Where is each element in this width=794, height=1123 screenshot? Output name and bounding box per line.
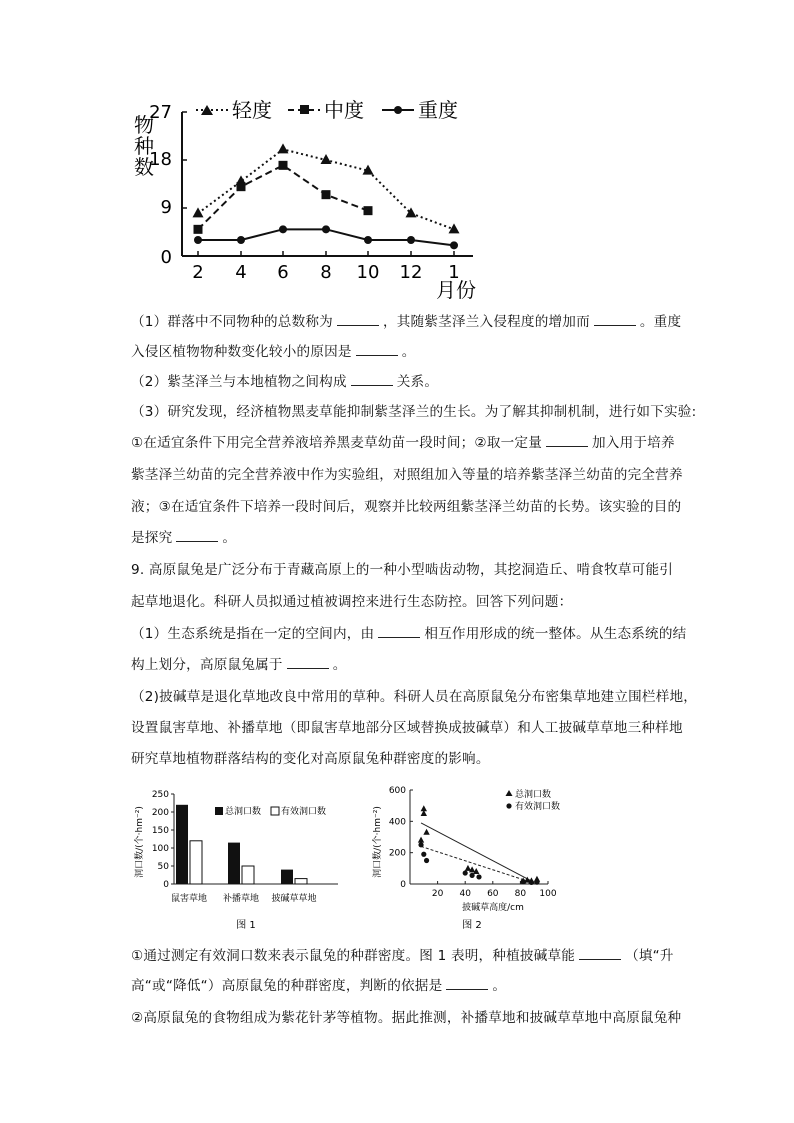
c1-ylabel-2: 种 <box>134 134 154 158</box>
f2-point-valid <box>463 870 468 875</box>
text-line: 入侵区植物物种数变化较小的原因是 。 <box>131 344 416 360</box>
f1-ytick-label: 50 <box>157 862 169 872</box>
text-line: （2)披碱草是退化草地改良中常用的草种。科研人员在高原鼠兔分布密集草地建立围栏样地， <box>131 689 698 705</box>
f2-point-total <box>418 837 424 843</box>
c1-point-medium <box>364 206 373 215</box>
f1-ylabel: 洞口数/(个·hm⁻²) <box>135 806 145 878</box>
c1-legend-medium: 中度 <box>324 98 364 122</box>
f1-category: 鼠害草地 <box>170 894 208 904</box>
text-line: 构上划分，高原鼠兔属于 。 <box>131 657 347 673</box>
c1-xlabel: 月份 <box>436 278 476 302</box>
f1-bar-total <box>281 870 293 884</box>
f2-ylabel: 洞口数/(个·hm⁻²) <box>373 806 383 878</box>
c1-xtick-label: 2 <box>192 262 204 283</box>
text-line: 高“或“降低“）高原鼠兔的种群密度，判断的依据是 。 <box>131 978 507 994</box>
f2-point-valid <box>424 858 429 863</box>
text-line: ①通过测定有效洞口数来表示鼠兔的种群密度。图 1 表明，种植披碱草能 （填“升 <box>131 948 674 964</box>
f2-point-valid <box>521 879 526 884</box>
f2-point-valid <box>421 852 426 857</box>
c1-ytick: 18 <box>149 149 172 170</box>
c1-point-medium <box>322 190 331 199</box>
f2-xtick-label: 40 <box>459 889 471 899</box>
f2-point-valid <box>534 880 539 885</box>
f1-legend-valid: 有效洞口数 <box>281 807 327 817</box>
text-line: 起草地退化。科研人员拟通过植被调控来进行生态防控。回答下列问题： <box>131 594 573 610</box>
f1-ytick-label: 150 <box>151 826 169 836</box>
c1-point-severe <box>450 241 458 249</box>
c1-ytick: 9 <box>160 197 172 218</box>
text-line: 液；③在适宜条件下培养一段时间后，观察并比较两组紫茎泽兰幼苗的长势。该实验的目的 <box>131 499 682 515</box>
f2-ytick-label: 600 <box>388 786 406 796</box>
f1-ytick-label: 100 <box>151 844 169 854</box>
text-line: ②高原鼠兔的食物组成为紫花针茅等植物。据此推测，补播草地和披碱草草地中高原鼠兔种 <box>131 1010 682 1026</box>
c1-point-medium <box>194 225 203 234</box>
f2-ytick-label: 200 <box>388 848 406 859</box>
text-line: （2）紫茎泽兰与本地植物之间构成 关系。 <box>131 374 439 390</box>
f1-bar-valid <box>190 841 202 884</box>
c1-xtick-label: 4 <box>235 262 247 283</box>
f1-category: 补播草地 <box>222 894 260 904</box>
f2-ytick-label: 400 <box>388 817 406 828</box>
f2-point-valid <box>476 874 481 879</box>
f2-xtick-label: 100 <box>539 889 557 899</box>
c1-ytick: 0 <box>160 247 172 268</box>
f2-point-valid <box>529 880 534 885</box>
c1-point-severe <box>364 236 372 244</box>
f2-point-total <box>423 829 429 835</box>
f1-ytick-label: 0 <box>163 880 169 890</box>
f2-legend-valid: 有效洞口数 <box>515 802 561 812</box>
c1-ylabel-3: 数 <box>134 155 154 179</box>
c1-point-medium <box>279 161 288 170</box>
f1-ytick-label: 200 <box>151 808 169 818</box>
f2-legend-swatch-total <box>506 790 513 796</box>
text-line: 研究草地植物群落结构的变化对高原鼠兔种群密度的影响。 <box>131 751 490 767</box>
c1-ylabel-1: 物 <box>134 113 154 137</box>
c1-point-severe <box>237 236 245 244</box>
c1-point-medium <box>237 182 246 191</box>
c1-series-line-medium <box>198 165 368 229</box>
f2-ytick-label: 0 <box>400 880 406 890</box>
c1-xtick-label: 10 <box>356 262 380 283</box>
f2-point-valid <box>418 842 423 847</box>
f2-xtick-label: 80 <box>514 889 527 899</box>
c1-point-mild <box>193 207 204 217</box>
f2-point-valid <box>470 873 475 878</box>
text-line: （1）群落中不同物种的总数称为 ，其随紫茎泽兰入侵程度的增加而 。重度 <box>131 314 682 330</box>
c1-ytick: 27 <box>149 102 172 123</box>
text-line: ①在适宜条件下用完全营养液培养黑麦草幼苗一段时间；②取一定量 加入用于培养 <box>131 435 675 451</box>
burrow-scatter-chart <box>370 780 570 938</box>
text-line: 设置鼠害草地、补播草地（即鼠害草地部分区域替换成披碱草）和人工披碱草草地三种样地 <box>131 720 683 736</box>
f1-legend-swatch-valid <box>271 807 279 815</box>
c1-point-severe <box>407 236 415 244</box>
f2-legend-total: 总洞口数 <box>515 790 552 800</box>
f1-bar-total <box>228 843 240 884</box>
c1-xtick-label: 1 <box>448 262 460 283</box>
c1-xtick-label: 12 <box>399 262 423 283</box>
text-line: 是探究 。 <box>131 530 237 546</box>
f1-category: 披碱草草地 <box>271 894 317 904</box>
f2-xtick-label: 60 <box>487 889 499 899</box>
species-line-chart <box>128 92 478 304</box>
f1-caption: 图 1 <box>236 920 256 931</box>
text-line: （3）研究发现，经济植物黑麦草能抑制紫茎泽兰的生长。为了解其抑制机制，进行如下实验: <box>131 404 697 420</box>
f1-legend-total: 总洞口数 <box>225 807 262 817</box>
c1-xtick-label: 8 <box>320 262 332 283</box>
c1-point-mild <box>278 143 289 153</box>
c1-point-severe <box>279 225 287 233</box>
c1-xtick-label: 6 <box>277 262 289 283</box>
f2-xlabel: 披碱草高度/cm <box>462 903 524 913</box>
text-line: 紫茎泽兰幼苗的完全营养液中作为实验组，对照组加入等量的培养紫茎泽兰幼苗的完全营养 <box>131 467 683 483</box>
c1-legend-severe: 重度 <box>418 98 458 122</box>
f1-legend-swatch-total <box>215 807 223 815</box>
c1-point-severe <box>194 236 202 244</box>
f1-bar-valid <box>295 879 307 884</box>
c1-legend-mild: 轻度 <box>232 98 272 122</box>
f2-caption: 图 2 <box>462 920 482 931</box>
question-9: 9. 高原鼠兔是广泛分布于青藏高原上的一种小型啮齿动物，其挖洞造丘、啃食牧草可能引 <box>131 562 674 578</box>
text-line: （1）生态系统是指在一定的空间内，由 相互作用形成的统一整体。从生态系统的结 <box>131 626 687 642</box>
f2-point-total <box>465 865 471 871</box>
f1-bar-total <box>176 805 188 884</box>
f1-bar-valid <box>242 866 254 884</box>
f2-legend-swatch-valid <box>506 803 511 808</box>
c1-point-mild <box>406 207 417 217</box>
f2-xtick-label: 20 <box>431 889 444 899</box>
c1-point-severe <box>322 225 330 233</box>
f1-ytick-label: 250 <box>151 790 169 800</box>
burrow-bar-chart <box>128 780 363 938</box>
